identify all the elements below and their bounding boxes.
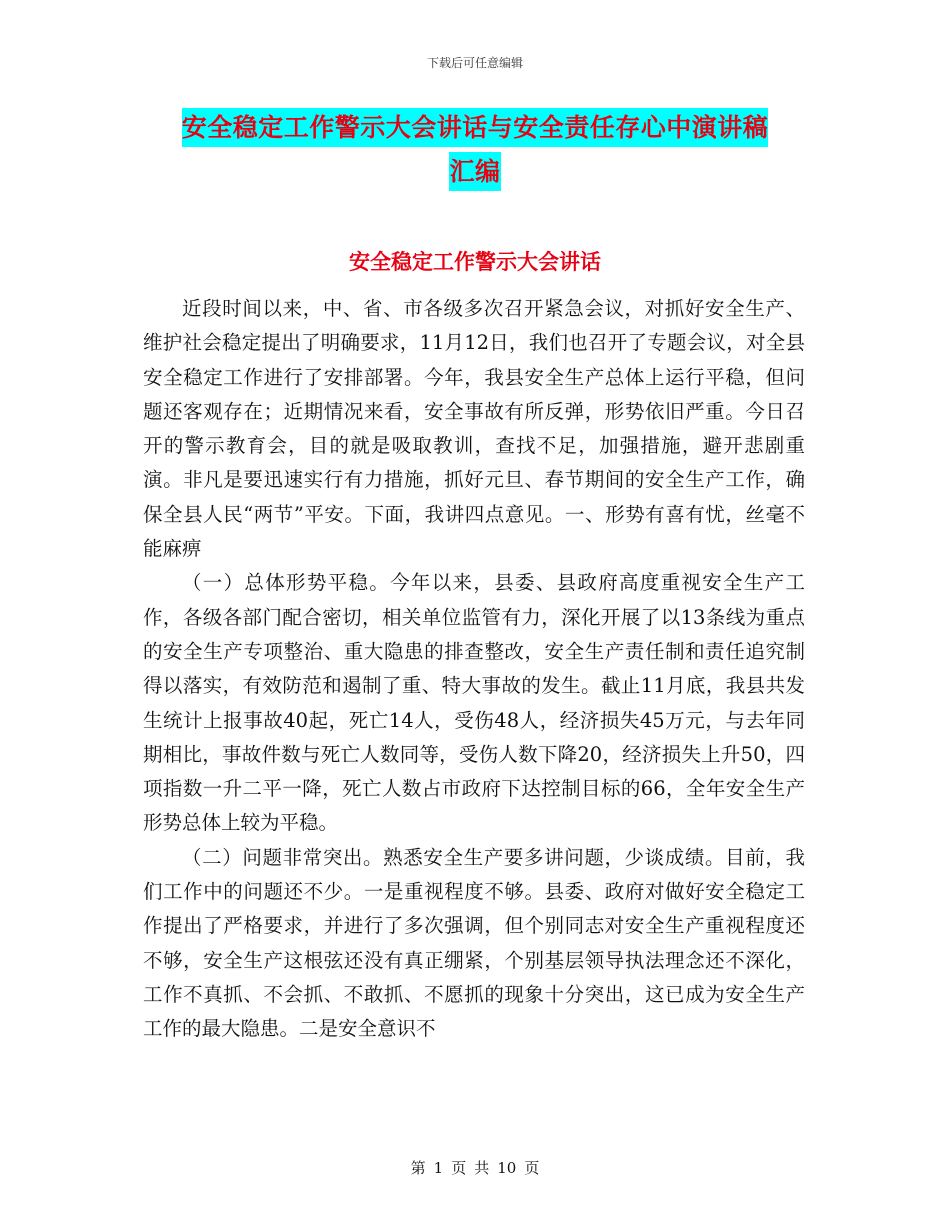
total-label: 共 (474, 1159, 490, 1177)
title-line-2: 汇编 (449, 152, 500, 191)
total-unit: 页 (524, 1159, 540, 1177)
document-title-continued (0, 152, 950, 191)
page-label: 第 (410, 1159, 426, 1177)
page-footer (0, 1157, 950, 1178)
section-heading: 安全稳定工作警示大会讲话 (349, 249, 601, 274)
title-line-1: 安全稳定工作警示大会讲话与安全责任存心中演讲稿 (182, 108, 769, 147)
page-unit: 页 (451, 1159, 467, 1177)
paragraph: （二）问题非常突出。熟悉安全生产要多讲问题，少谈成绩。目前，我们工作中的问题还不少。一是重视程度不够。县委、政府对做好安全稳定工作提出了严格要求，并进行了多次强调，但个别同志对安全生产重视程度还不够，安全生产这根弦还没有真正绷紧，个别基层领导执法理念还不深化，工作不真抓、不会抓、不敢抓、不愿抓的现象十分突出，这已成为安全生产工作的最大隐患。二是安全意识不 (143, 845, 805, 1041)
total-pages: 10 (497, 1159, 517, 1177)
paragraph: （一）总体形势平稳。今年以来，县委、县政府高度重视安全生产工作，各级各部门配合密切，相关单位监管有力，深化开展了以13条线为重点的安全生产专项整治、重大隐患的排查整改，安全生产责任制和责任追究制得以落实，有效防范和遏制了重、特大事故的发生。截止11月底，我县共发生统计上报事故40起，死亡14人，受伤48人，经济损失45万元，与去年同期相比，事故件数与死亡人数同等，受伤人数下降20，经济损失上升50，四项指数一升二平一降，死亡人数占市政府下达控制目标的66，全年安全生产形势总体上较为平稳。 (143, 571, 805, 835)
body-text (143, 292, 805, 1047)
paragraph: 近段时间以来，中、省、市各级多次召开紧急会议，对抓好安全生产、维护社会稳定提出了明确要求，11月12日，我们也召开了专题会议，对全县安全稳定工作进行了安排部署。今年，我县安全生产总体上运行平稳，但问题还客观存在；近期情况来看，安全事故有所反弹，形势依旧严重。今日召开的警示教育会，目的就是吸取教训，查找不足，加强措施，避开悲剧重演。非凡是要迅速实行有力措施，抓好元旦、春节期间的安全生产工作，确保全县人民“两节”平安。下面，我讲四点意见。一、形势有喜有忧，丝毫不能麻痹 (143, 297, 805, 561)
header-note: 下载后可任意编辑 (426, 56, 523, 70)
page-number: 1 (433, 1159, 444, 1177)
document-title (0, 108, 950, 147)
